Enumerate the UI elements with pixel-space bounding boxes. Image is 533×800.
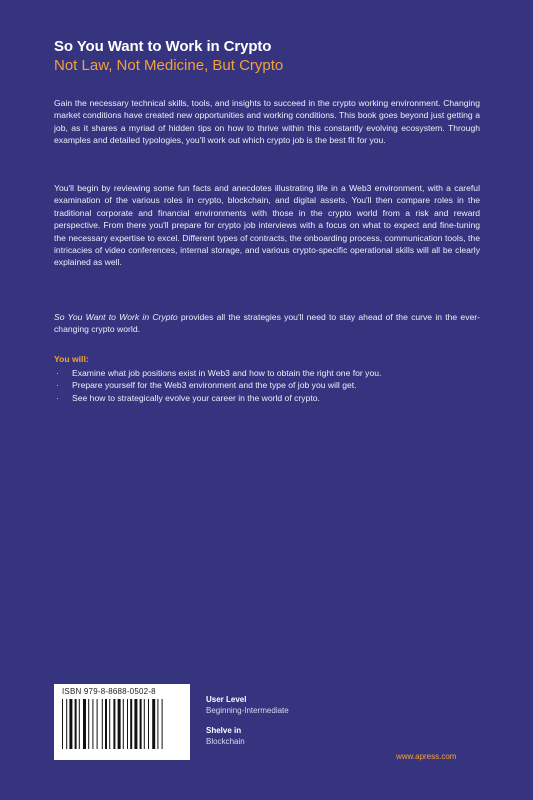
- publisher-url[interactable]: www.apress.com: [396, 752, 457, 761]
- description-paragraph-2: You'll begin by reviewing some fun facts and anecdotes illustrating life in a Web3 environment, with a careful examination of the various roles in crypto, blockchain, and digital assets. You'll then compare roles in the traditional corporate and financial environments with those in the crypto world from a risk and reward perspective. From there you'll prepare for crypto job interviews with a focus on what to expect and fine-tuning the necessary expertise to excel. Different types of contracts, the onboarding process, communication tools, the intricacies of video conferences, internal storage, and various crypto-specific operational skills will all be clearly explained as well.: [54, 183, 480, 268]
- list-item: · Prepare yourself for the Web3 environment and the type of job you will get.: [56, 380, 357, 391]
- bullet-icon: ·: [56, 392, 59, 403]
- bullet-icon: ·: [56, 380, 59, 391]
- user-level-block: [206, 694, 289, 716]
- shelve-value: Blockchain: [206, 737, 245, 746]
- paragraph-3-rest: provides all the strategies you'll need to stay ahead of the curve in the ever-changing crypto world.: [54, 312, 480, 335]
- description-paragraph-3: [54, 311, 480, 336]
- list-item: · Examine what job positions exist in Web3 and how to obtain the right one for you.: [56, 368, 382, 378]
- book-title-italic: So You Want to Work in Crypto: [54, 312, 178, 322]
- bullet-icon: ·: [56, 368, 59, 378]
- shelve-label: Shelve in: [206, 726, 242, 735]
- barcode-icon: [60, 699, 184, 755]
- barcode-box: [54, 684, 190, 760]
- you-will-heading: You will:: [54, 354, 89, 364]
- user-level-value: Beginning-Intermediate: [206, 706, 289, 715]
- user-level-label: User Level: [206, 695, 247, 704]
- book-subtitle: Not Law, Not Medicine, But Crypto: [54, 57, 284, 74]
- list-item: · See how to strategically evolve your career in the world of crypto.: [56, 392, 320, 403]
- book-title: So You Want to Work in Crypto: [54, 38, 272, 55]
- description-paragraph-1: Gain the necessary technical skills, tools, and insights to succeed in the crypto working environment. Changing market conditions have created new opportunities and working conditions. This book goes beyond just getting a job, as it shares a myriad of hidden tips on how to thrive within this constantly evolving ecosystem. Through examples and detailed typologies, you'll work out which crypto job is the best fit for you.: [54, 98, 480, 146]
- shelve-block: [206, 725, 245, 747]
- you-will-list: [54, 367, 484, 404]
- isbn-label: ISBN 979-8-8688-0502-8: [62, 687, 156, 696]
